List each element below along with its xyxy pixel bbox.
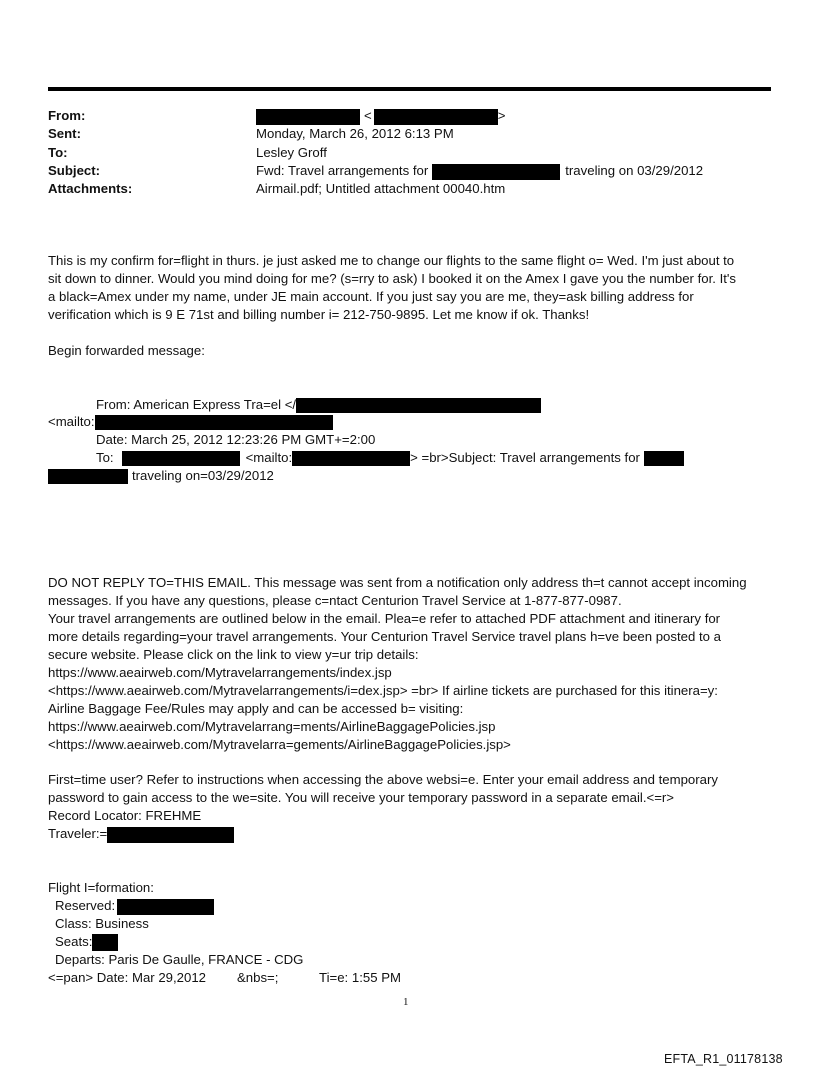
from-label: From: xyxy=(48,108,86,123)
redaction xyxy=(432,164,560,180)
from-lt: < xyxy=(364,108,372,123)
record-locator: Record Locator: FREHME xyxy=(48,808,202,823)
body-line: sit down to dinner. Would you mind doing for me? (s=rry to ask) I booked it on the Amex I gave you the number for. It's xyxy=(48,271,737,286)
notice-line: secure website. Please click on the link to view y=ur trip details: xyxy=(48,647,419,662)
flight-class: Class: Business xyxy=(55,916,149,931)
redaction xyxy=(92,934,118,951)
notice-line: more details regarding=your travel arrangements. Your Centurion Travel Service travel plans h=ve been posted to a xyxy=(48,629,721,644)
sent-label: Sent: xyxy=(48,126,81,141)
redaction xyxy=(117,899,214,915)
flight-seats xyxy=(55,934,118,951)
redaction xyxy=(95,415,333,430)
flight-date-b: &nbs=; xyxy=(237,970,279,985)
body-line: verification which is 9 E 71st and billing number i= 212-750-9895. Let me know if ok. Thanks! xyxy=(48,307,590,322)
fwd-traveling xyxy=(48,468,274,484)
firsttime-line: First=time user? Refer to instructions when accessing the above websi=e. Enter your email address and temporary xyxy=(48,772,718,787)
flight-date-a: <=pan> Date: Mar 29,2012 xyxy=(48,970,206,985)
notice-line: messages. If you have any questions, please c=ntact Centurion Travel Service at 1-877-877-0987. xyxy=(48,593,622,608)
notice-line: Airline Baggage Fee/Rules may apply and can be accessed b= visiting: xyxy=(48,701,464,716)
redaction xyxy=(296,398,541,413)
firsttime-line: password to gain access to the we=site. You will receive your temporary password in a separate email.<=r> xyxy=(48,790,674,805)
header-divider xyxy=(48,87,771,91)
redaction xyxy=(292,451,410,466)
notice-link: <https://www.aeairweb.com/Mytravelarra=gements/AirlineBaggagePolicies.jsp> xyxy=(48,737,511,752)
fwd-to-mailto: <mailto: xyxy=(245,450,293,465)
subject-value xyxy=(256,163,703,180)
subject-suffix: traveling on 03/29/2012 xyxy=(565,163,704,178)
flight-departs: Departs: Paris De Gaulle, FRANCE - CDG xyxy=(55,952,304,967)
fwd-from-text: From: American Express Tra=el </ xyxy=(96,397,297,412)
fwd-to xyxy=(96,450,684,466)
body-line: This is my confirm for=flight in thurs. je just asked me to change our flights to the same flight o= Wed. I'm just about to xyxy=(48,253,735,268)
fwd-to-subject: > =br>Subject: Travel arrangements for xyxy=(410,450,640,465)
notice-line: <https://www.aeairweb.com/Mytravelarrangements/i=dex.jsp> =br> If airline tickets are purchased for this itinera=y: xyxy=(48,683,718,698)
redaction xyxy=(644,451,684,466)
seats-label: Seats: xyxy=(55,934,93,949)
traveler-label: Traveler:= xyxy=(48,826,108,841)
notice-link: https://www.aeairweb.com/Mytravelarrangements/index.jsp xyxy=(48,665,392,680)
sent-value: Monday, March 26, 2012 6:13 PM xyxy=(256,126,454,141)
to-value: Lesley Groff xyxy=(256,145,327,160)
fwd-mailto xyxy=(48,414,333,430)
from-gt: > xyxy=(497,108,506,123)
flight-reserved xyxy=(55,898,214,915)
redaction xyxy=(48,469,128,484)
redaction xyxy=(122,451,240,466)
notice-line: Your travel arrangements are outlined below in the email. Plea=e refer to attached PDF attachment and itinerary for xyxy=(48,611,721,626)
notice-line: DO NOT REPLY TO=THIS EMAIL. This message was sent from a notification only address th=t cannot accept incoming xyxy=(48,575,747,590)
fwd-mailto-text: <mailto: xyxy=(48,414,95,429)
document-id: EFTA_R1_01178138 xyxy=(664,1052,783,1066)
traveler xyxy=(48,826,234,843)
attachments-value: Airmail.pdf; Untitled attachment 00040.htm xyxy=(256,181,506,196)
body-line: a black=Amex under my name, under JE main account. If you just say you are me, they=ask billing address for xyxy=(48,289,694,304)
attachments-label: Attachments: xyxy=(48,181,133,196)
redaction xyxy=(256,109,360,125)
fwd-to-label: To: xyxy=(96,450,114,465)
redaction xyxy=(374,109,498,125)
notice-link: https://www.aeairweb.com/Mytravelarrang=ments/AirlineBaggagePolicies.jsp xyxy=(48,719,496,734)
flight-time: Ti=e: 1:55 PM xyxy=(319,970,401,985)
fwd-date: Date: March 25, 2012 12:23:26 PM GMT+=2:00 xyxy=(96,432,376,447)
flight-heading: Flight I=formation: xyxy=(48,880,154,895)
page-number: 1 xyxy=(403,996,409,1008)
subject-label: Subject: xyxy=(48,163,101,178)
begin-forwarded: Begin forwarded message: xyxy=(48,343,205,358)
from-value xyxy=(256,108,505,125)
redaction xyxy=(107,827,234,843)
to-label: To: xyxy=(48,145,68,160)
reserved-label: Reserved: xyxy=(55,898,116,913)
subject-prefix: Fwd: Travel arrangements for xyxy=(256,163,429,178)
fwd-from xyxy=(96,397,541,413)
fwd-traveling-text: traveling on=03/29/2012 xyxy=(132,468,274,483)
